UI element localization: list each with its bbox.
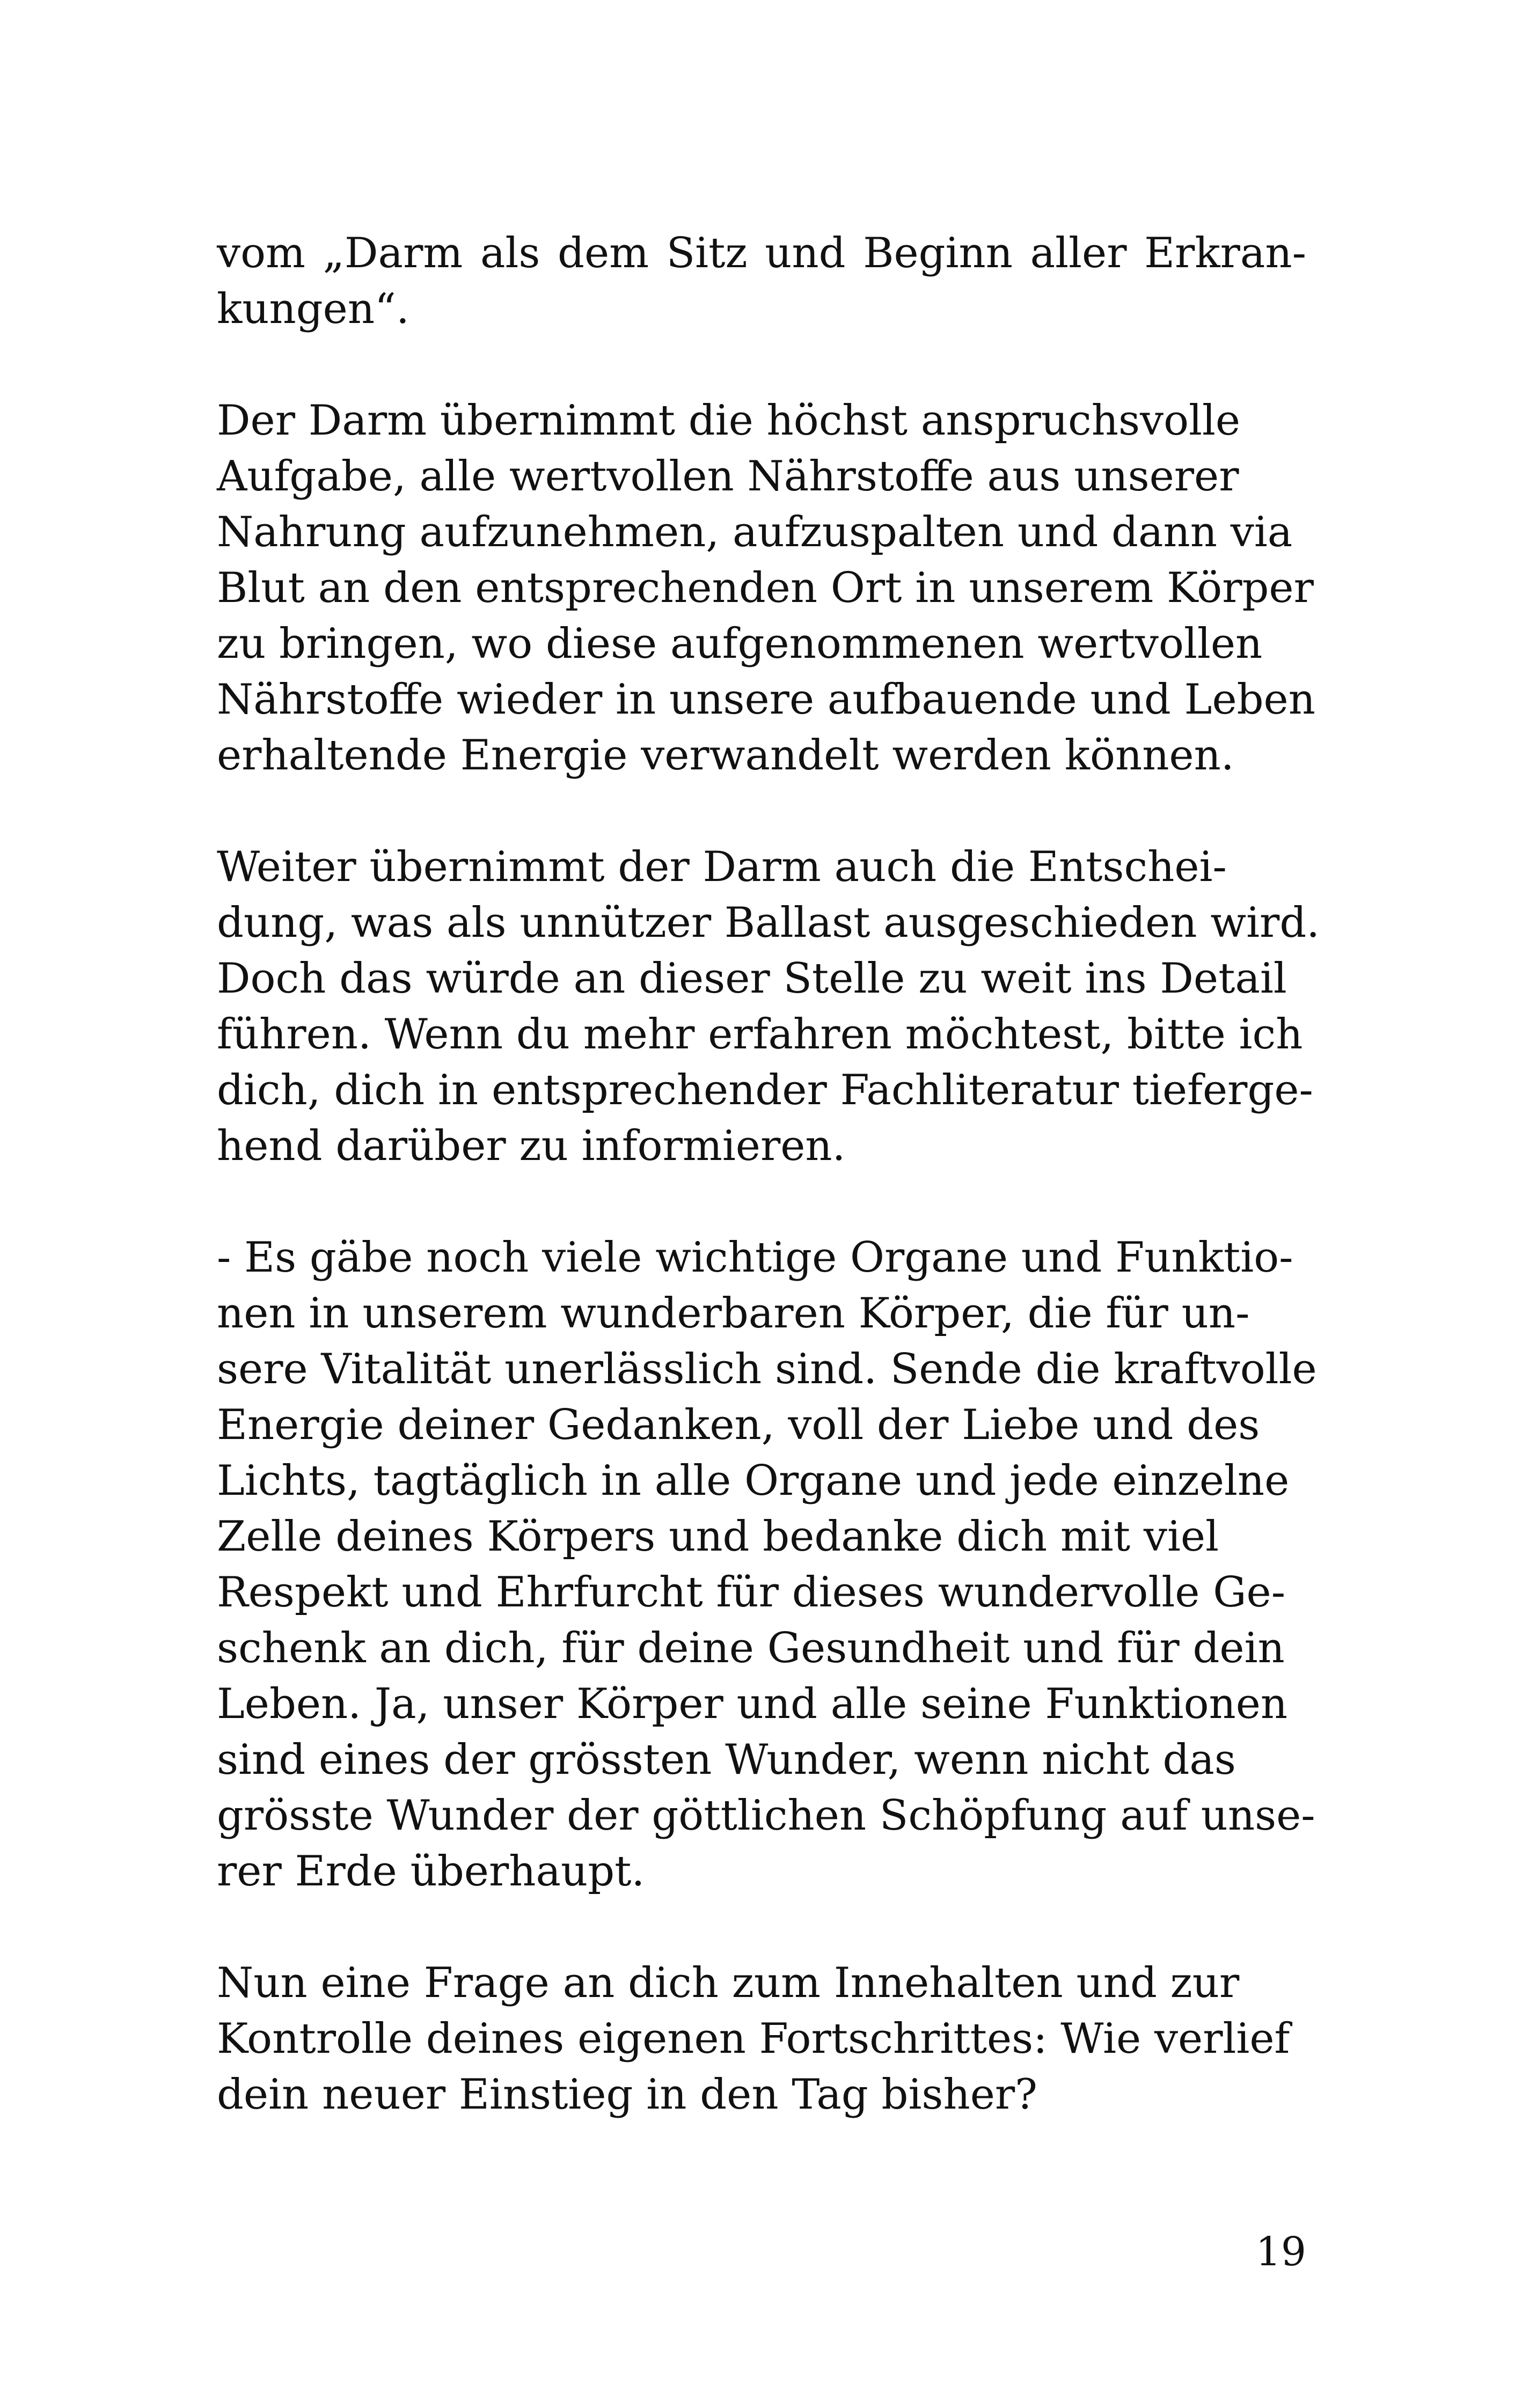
text-line: vom „Darm als dem Sitz und Beginn aller Erkran- [217, 229, 1306, 277]
text-line: Doch das würde an dieser Stelle zu weit ins Detail [217, 955, 1287, 1003]
text-line: Der Darm übernimmt die höchst anspruchsvolle [217, 397, 1241, 445]
text-line: grösste Wunder der göttlichen Schöpfung auf unse- [217, 1792, 1315, 1840]
text-line: dich, dich in entsprechender Fachliteratur tieferge- [217, 1066, 1313, 1114]
body-text [217, 225, 1320, 2123]
text-line: zu bringen, wo diese aufgenommenen wertvollen [217, 620, 1263, 668]
text-line: erhaltende Energie verwandelt werden können. [217, 731, 1234, 780]
text-line: schenk an dich, für deine Gesundheit und für dein [217, 1624, 1285, 1672]
paragraph-gap [217, 1899, 1306, 1955]
page-number: 19 [1255, 2229, 1306, 2275]
text-line: hend darüber zu informieren. [217, 1122, 846, 1170]
text-line: sere Vitalität unerlässlich sind. Sende die kraftvolle [217, 1345, 1317, 1393]
text-line: - Es gäbe noch viele wichtige Organe und Funktio- [217, 1234, 1293, 1282]
text-line: Blut an den entsprechenden Ort in unserem Körper [217, 564, 1314, 612]
paragraph-gap [217, 337, 1306, 393]
text-line: sind eines der grössten Wunder, wenn nicht das [217, 1736, 1236, 1784]
text-line: Weiter übernimmt der Darm auch die Entschei- [217, 843, 1227, 891]
text-line: Kontrolle deines eigenen Fortschrittes: Wie verlief [217, 2015, 1290, 2063]
paragraph-gap [217, 1174, 1306, 1230]
paragraph-gap [217, 783, 1306, 839]
text-line: Nun eine Frage an dich zum Innehalten und zur [217, 1959, 1240, 2007]
text-line: führen. Wenn du mehr erfahren möchtest, bitte ich [217, 1010, 1303, 1059]
text-line: dung, was als unnützer Ballast ausgeschieden wird. [217, 899, 1320, 947]
text-line: kungen“. [217, 285, 409, 333]
text-line: rer Erde überhaupt. [217, 1847, 645, 1896]
text-line: Lichts, tagtäglich in alle Organe und jede einzelne [217, 1457, 1290, 1505]
text-line: Nahrung aufzunehmen, aufzuspalten und dann via [217, 508, 1293, 556]
text-line: Zelle deines Körpers und bedanke dich mit viel [217, 1513, 1219, 1561]
text-line: Energie deiner Gedanken, voll der Liebe und des [217, 1401, 1260, 1449]
text-line: Leben. Ja, unser Körper und alle seine Funktionen [217, 1680, 1288, 1728]
text-line: Respekt und Ehrfurcht für dieses wundervolle Ge- [217, 1568, 1286, 1617]
text-line: Aufgabe, alle wertvollen Nährstoffe aus unserer [217, 452, 1239, 501]
text-line: dein neuer Einstieg in den Tag bisher? [217, 2071, 1037, 2119]
text-line: Nährstoffe wieder in unsere aufbauende und Leben [217, 676, 1315, 724]
text-line: nen in unserem wunderbaren Körper, die für un- [217, 1289, 1250, 1338]
